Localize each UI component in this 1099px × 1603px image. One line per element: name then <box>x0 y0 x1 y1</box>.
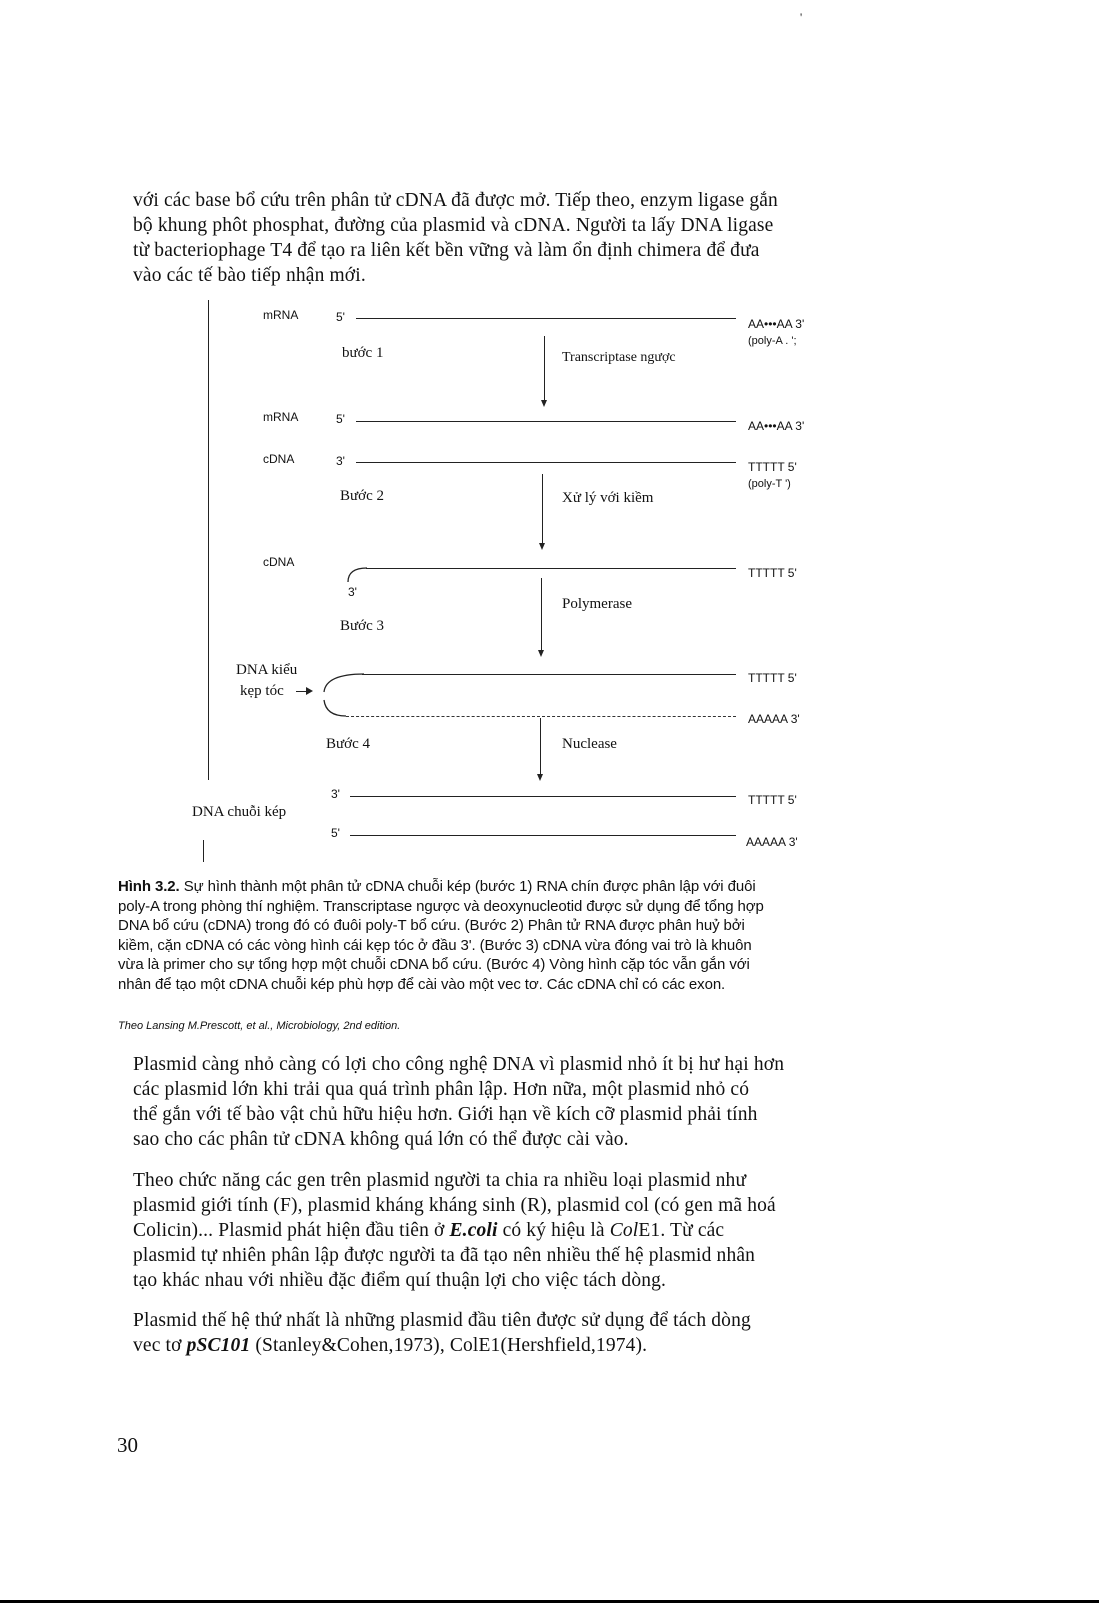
body-paragraph-2 <box>133 1168 953 1293</box>
poly-t-end: TTTTT 5' <box>748 793 797 807</box>
step-2-arrow <box>542 474 543 546</box>
five-prime-end: 5' <box>331 826 340 840</box>
arrow-right-icon <box>306 687 314 695</box>
cdna-strand <box>366 568 736 569</box>
caption-line: DNA bổ cứu (cDNA) trong đó có đuôi poly-T bổ cứu. (Bước 2) Phân tử RNA được phân huỷ bởi <box>118 917 745 934</box>
poly-t-end: TTTTT 5' <box>748 671 797 685</box>
text-line: Colicin)... Plasmid phát hiện đầu tiên ở E.coli có ký hiệu là ColE1. Từ các <box>133 1220 725 1241</box>
text-line: vào các tế bào tiếp nhận mới. <box>133 265 366 286</box>
poly-a-end: AAAAA 3' <box>746 835 798 849</box>
arrow-down-icon <box>537 774 543 781</box>
five-prime-end: 5' <box>336 412 345 426</box>
step-2-enzyme: Xử lý với kiềm <box>562 490 654 506</box>
poly-t-end: TTTTT 5' <box>748 566 797 580</box>
text-line: vec tơ pSC101 (Stanley&Cohen,1973), ColE1(Hershfield,1974). <box>133 1335 648 1356</box>
figure-caption <box>118 877 958 994</box>
body-paragraph-1 <box>133 1052 953 1152</box>
step-3-enzyme: Polymerase <box>562 596 632 612</box>
poly-a-note: (poly-A . '; <box>748 335 797 347</box>
frame-line <box>203 840 204 862</box>
text-line: plasmid giới tính (F), plasmid kháng kháng sinh (R), plasmid col (có gen mã hoá <box>133 1195 776 1216</box>
text-line: plasmid tự nhiên phân lập được người ta đã tạo nên nhiều thế hệ plasmid nhân <box>133 1245 756 1266</box>
arrow-down-icon <box>539 543 545 550</box>
step-4-arrow <box>540 718 541 776</box>
poly-a-end: AAAAA 3' <box>748 712 800 726</box>
three-prime-end: 3' <box>331 787 340 801</box>
poly-t-end: TTTTT 5' <box>748 460 797 474</box>
caption-line: Hình 3.2. Sự hình thành một phân tử cDNA chuỗi kép (bước 1) RNA chín được phân lập với đuôi <box>118 878 756 895</box>
text-line: với các base bổ cứu trên phân tử cDNA đã được mở. Tiếp theo, enzym ligase gắn <box>133 190 778 211</box>
step-1-enzyme: Transcriptase ngược <box>562 350 676 365</box>
page-number: 30 <box>117 1433 138 1457</box>
dsdna-label: DNA chuỗi kép <box>192 804 287 820</box>
three-prime-end: 3' <box>348 585 357 599</box>
step-3-label: Bước 3 <box>340 618 384 634</box>
caption-line: vừa là primer cho sự tổng hợp một chuỗi cDNA bổ cứu. (Bước 4) Vòng hình cặp tóc vẫn gắn với <box>118 956 750 973</box>
mrna-strand <box>356 318 736 319</box>
text-line: Plasmid càng nhỏ càng có lợi cho công nghệ DNA vì plasmid nhỏ ít bị hư hại hơn <box>133 1054 785 1075</box>
cdna-strand <box>356 462 736 463</box>
step-2-label: Bước 2 <box>340 488 384 504</box>
step-4-enzyme: Nuclease <box>562 736 617 752</box>
three-prime-end: 3' <box>336 454 345 468</box>
text-line: thể gắn với tế bào vật chủ hữu hiệu hơn. Giới hạn về kích cỡ plasmid phải tính <box>133 1104 758 1125</box>
cdna-strand <box>362 674 736 675</box>
hairpin-label: DNA kiểu <box>236 662 298 678</box>
complementary-strand <box>346 716 736 717</box>
caption-line: poly-A trong phòng thí nghiệm. Transcriptase ngược và deoxynucleotid được sử dụng để tổng hợp <box>118 897 764 915</box>
dna-strand-bottom <box>350 835 736 836</box>
text-line: bộ khung phôt phosphat, đường của plasmid và cDNA. Người ta lấy DNA ligase <box>133 215 774 236</box>
mrna-label: mRNA <box>263 410 299 424</box>
text-line: Plasmid thế hệ thứ nhất là những plasmid đầu tiên được sử dụng để tách dòng <box>133 1310 751 1331</box>
dna-strand-top <box>350 796 736 797</box>
step-4-label: Bước 4 <box>326 736 370 752</box>
step-1-arrow <box>544 336 545 402</box>
cdna-loop-start <box>345 562 375 584</box>
poly-t-note: (poly-T ') <box>748 478 791 490</box>
caption-line: kiềm, cặn cDNA có các vòng hình cái kẹp tóc ở đầu 3'. (Bước 3) cDNA vừa đóng vai trò là khuôn <box>118 936 752 954</box>
text-line: các plasmid lớn khi trải qua quá trình phân lập. Hơn nữa, một plasmid nhỏ có <box>133 1079 750 1100</box>
cdna-label: cDNA <box>263 452 295 466</box>
hairpin-label: kẹp tóc <box>240 683 284 699</box>
step-1-label: bước 1 <box>342 345 384 361</box>
hairpin-loop <box>318 670 368 722</box>
text-line: từ bacteriophage T4 để tạo ra liên kết bền vững và làm ổn định chimera để đưa <box>133 240 760 261</box>
text-line: sao cho các phân tử cDNA không quá lớn có thể được cài vào. <box>133 1129 629 1150</box>
plasmid-name: pSC101 <box>186 1335 251 1356</box>
caption-line: nhân để tạo một cDNA chuỗi kép phù hợp để cài vào một vec tơ. Các cDNA chỉ có các exon. <box>118 975 726 993</box>
scan-mark: ' <box>800 10 803 24</box>
figure-source: Theo Lansing M.Prescott, et al., Microbiology, 2nd edition. <box>118 1020 401 1032</box>
frame-line <box>208 300 209 780</box>
mrna-strand <box>356 421 736 422</box>
cdna-label: cDNA <box>263 555 295 569</box>
poly-a-end: AA•••AA 3' <box>748 419 805 433</box>
arrow-down-icon <box>541 400 547 407</box>
text-line: Theo chức năng các gen trên plasmid người ta chia ra nhiều loại plasmid như <box>133 1170 747 1191</box>
caption-title: Hình 3.2. <box>118 878 180 895</box>
plasmid-name: Col <box>609 1220 639 1241</box>
step-3-arrow <box>541 578 542 652</box>
species-name: E.coli <box>449 1220 498 1241</box>
poly-a-end: AA•••AA 3' <box>748 317 805 331</box>
mrna-label: mRNA <box>263 308 299 322</box>
body-paragraph-3 <box>133 1308 953 1358</box>
arrow-down-icon <box>538 650 544 657</box>
five-prime-end: 5' <box>336 310 345 324</box>
text-line: tạo khác nhau với nhiều đặc điểm quí thuận lợi cho việc tách dòng. <box>133 1270 667 1291</box>
